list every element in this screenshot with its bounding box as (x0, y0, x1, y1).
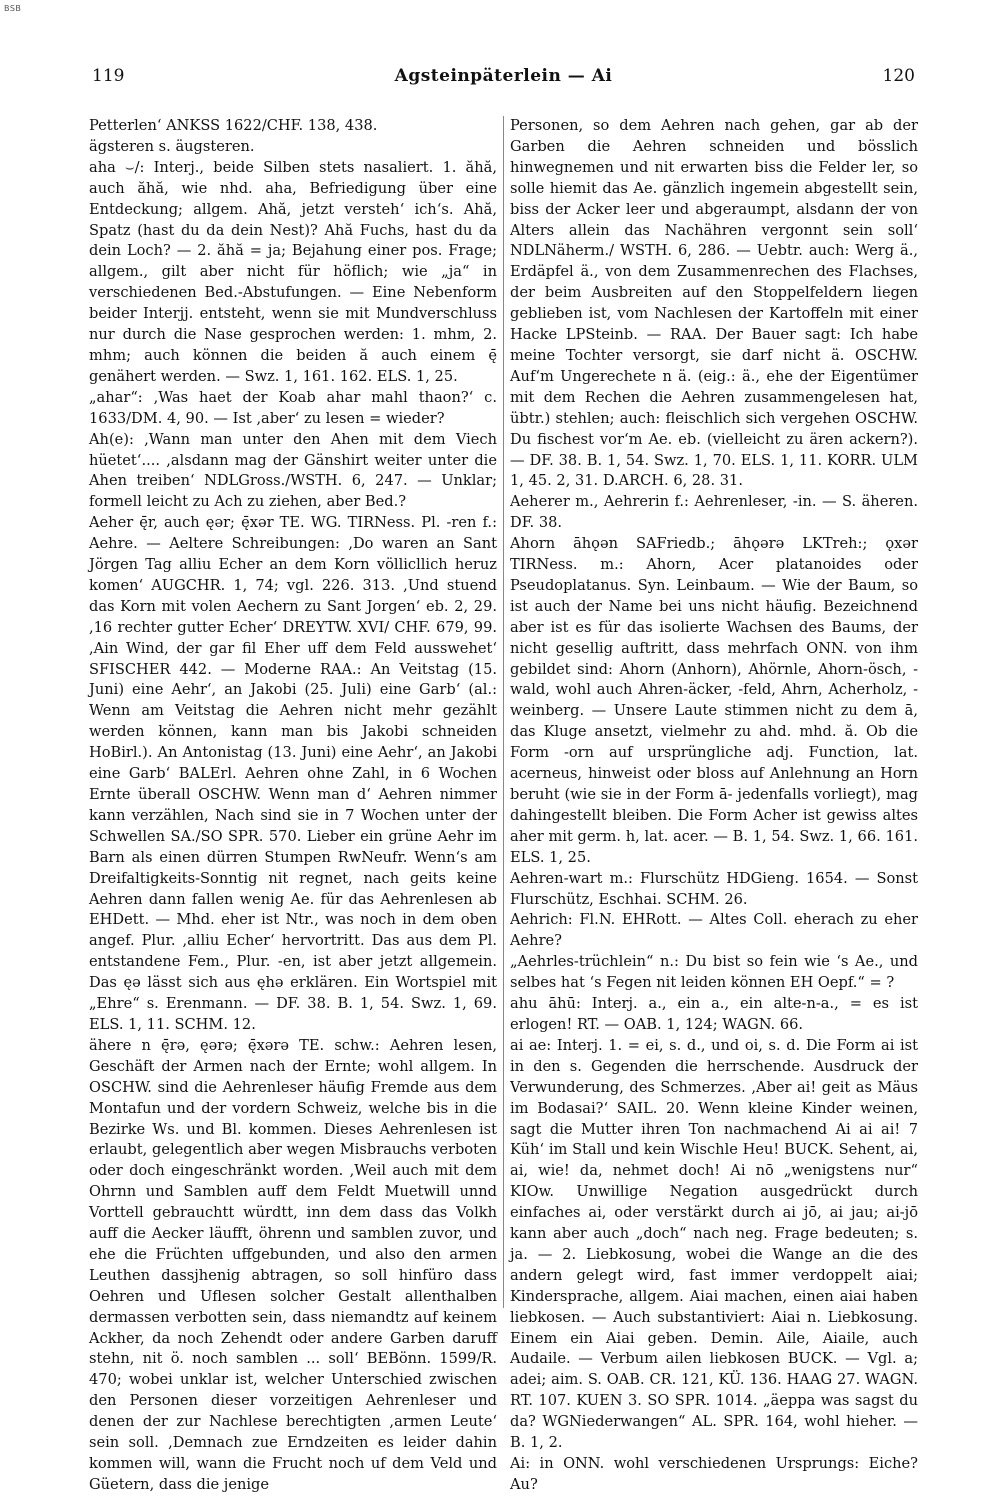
right-column (510, 116, 918, 1496)
right-page-number: 120 (882, 66, 915, 86)
entry-ahu: ahu āhū: Interj. a., ein a., ein alte-n-a., = es ist erlogen! RT. — OAB. 1, 124; WAGN. 66. (510, 995, 918, 1033)
entry-ai-onn: Ai: in ONN. wohl verschiedenen Ursprungs: Eiche? Au? (510, 1455, 918, 1493)
entry-aeherer: Aeherer m., Aehrerin f.: Aehrenleser, -in. — S. äheren. DF. 38. (510, 493, 918, 532)
entry-ai: ai ae: Interj. 1. = ei, s. d., und oi, s. d. Die Form ai ist in den s. Gegenden die herrschende. Ausdruck der Verwunderung, des Schmerzes. ,Aber ai! geit as Mäus im Bodasai?‘ SAIL. 20. Wenn kleine Kinder weinen, sagt die Mutter ihren Ton nachmachend Ai ai ai! 7 Küh‘ im Stall und kein Wischle Heu! BUCK. Sehent, ai, ai, wie! da, nehmet doch! Ai nō „wenigstens nur“ KIOw. Unwillige Negation ausgedrückt durch einfaches ai, oder verstärkt durch ai jō, ai jau; ai-jō kann aber auch „doch“ nach neg. Frage bedeuten; s. ja. — 2. Liebkosung, wobei die Wange an die des andern gelegt wird, fast immer verdoppelt aiai; Kindersprache, allgem. Aiai machen, einen aiai haben liebkosen. — Auch substantiviert: Aiai n. Liebkosung. Einem ein Aiai geben. Demin. Aile, Aiaile, auch Audaile. — Verbum ailen liebkosen BUCK. — Vgl. a; adei; aim. S. OAB. CR. 121, KÜ. 136. HAAG 27. WAGN. RT. 107. KUEN 3. SO SPR. 1014. „äeppa was sagst du da? WGNiederwangen“ AL. SPR. 164, wohl hieher. — B. 1, 2. (510, 1036, 918, 1452)
page-header (92, 66, 915, 92)
running-title: Agsteinpäterlein — Ai (394, 66, 613, 86)
entry-aha: aha ⌣/: Interj., beide Silben stets nasaliert. 1. ăhă, auch ăhă, wie nhd. aha, Befriedigung über eine Entdeckung; allgem. Ahă, jetzt versteh‘ ich‘s. Ahă, Spatz (hast du da dein Nest)? Ahă Fuchs, hast du da dein Loch? — 2. ăhă = ja; Bejahung einer pos. Frage; allgem., gilt aber nicht für höflich; wie „ja“ in verschiedenen Bed.-Abstufungen. — Eine Nebenform beider Interjj. entsteht, wenn sie mit Mundverschluss nur durch die Nase gesprochen werden: 1. mhm, 2. mhm; auch können die beiden ă auch einem ę̄ genähert werden. — Swz. 1, 161. 162. ELS. 1, 25. (89, 158, 497, 385)
entry-ahe: Ah(e): ,Wann man unter den Ahen mit dem Viech hüetet‘.... ,alsdann mag der Gänshirt weiter unter die Ahen treiben‘ NDLGross./WSTH. 6, 247. — Unklar; formell leicht zu Ach zu ziehen, aber Bed.? (89, 430, 497, 511)
column-divider (503, 116, 504, 1308)
entry-aehrich: Aehrich: Fl.N. EHRott. — Altes Coll. eherach zu eher Aehre? (510, 911, 918, 950)
entry-ahorn: Ahorn āhǫən SAFriedb.; āhǫərə LKTreh:; ǫxər TIRNess. m.: Ahorn, Acer platanoides oder Pseudoplatanus. Syn. Leinbaum. — Wie der Baum, so ist auch der Name bei uns nicht häufig. Bezeichnend aber ist es für das isolierte Wachsen des Baums, der nicht gesellig auftritt, dass mehrfach ONN. von ihm gebildet sind: Ahorn (Anhorn), Ahörnle, Ahorn-ösch, -wald, wohl auch Ahren-äcker, -feld, Ahrn, Acherholz, -weinberg. — Unsere Laute stimmen nicht zu dem ā, das Kluge ansetzt, vielmehr zu ahd. mhd. ă. Ob die Form -orn auf ursprüngliche adj. Function, lat. acerneus, hinweist oder bloss auf Anlehnung an Horn beruht (wie sie in der Form ā- jedenfalls vorliegt), mag dahingestellt bleiben. Die Form Acher ist gewiss altes aher mit germ. h, lat. acer. — B. 1, 54. Swz. 1, 66. 161. ELS. 1, 25. (510, 535, 918, 866)
entry-ahar: „ahar“: ,Was haet der Koab ahar mahl thaon?‘ c. 1633/DM. 4, 90. — Ist ‚aber‘ zu lesen = wieder? (89, 388, 497, 427)
entry-petterlen: Petterlen‘ ANKSS 1622/CHF. 138, 438. (89, 117, 378, 134)
entry-aeher: Aeher ę̄r, auch ęər; ę̄xər TE. WG. TIRNess. Pl. -ren f.: Aehre. — Aeltere Schreibungen: ,Do waren an Sant Jörgen Tag alliu Echer an dem Korn völlicllich heruz komen‘ AUGCHR. 1, 74; vgl. 226. 313. ,Und stuend das Korn mit volen Aechern zu Sant Jorgen‘ eb. 2, 29. ,16 rechter gutter Echer‘ DREYTW. XVI/ CHF. 679, 99. ,Ain Wind, der gar fil Eher uff dem Feld ausswehet‘ SFISCHER 442. — Moderne RAA.: An Veitstag (15. Juni) eine Aehr‘, an Jakobi (25. Juli) eine Garb‘ (al.: Wenn am Veitstag die Aehren nicht mehr gezählt werden können, kann man bis Jakobi schneiden HoBirl.). An Antonistag (13. Juni) eine Aehr‘, an Jakobi eine Garb‘ BALErl. Aehren ohne Zahl, in 6 Wochen Ernte überall OSCHW. Wenn man d‘ Aehren nimmer kann verzählen, Nach sind sie in 7 Wochen unter der Schwellen SA./SO SPR. 570. Lieber ein grüne Aehr im Barn als einen dürren Stumpen RwNeufr. Wenn‘s am Dreifaltigkeits-Sonntig nit regnet, nach geits keine Aehren dann fallen wenig Ae. für das Aehrenlesen ab EHDett. — Mhd. eher ist Ntr., was noch in dem oben angef. Plur. ,alliu Echer‘ hervortritt. Das aus dem Pl. entstandene Fem., Plur. -en, ist aber jetzt allgemein. Das ęə lässt sich aus ęhə erklären. Ein Wortspiel mit „Ehre“ s. Erenmann. — DF. 38. B. 1, 54. Swz. 1, 69. ELS. 1, 11. SCHM. 12. (89, 514, 497, 1033)
left-page-number: 119 (92, 66, 125, 86)
entry-aehren-wart: Aehren-wart m.: Flurschütz HDGieng. 1654. — Sonst Flurschütz, Eschhai. SCHM. 26. (510, 869, 918, 908)
left-column (89, 116, 497, 1496)
entry-aegsteren: ägsteren s. äugsteren. (89, 137, 255, 155)
watermark: BSB (4, 4, 22, 13)
entry-aeheren: ähere n ę̄rə, ęərə; ę̄xərə TE. schw.: Aehren lesen, Geschäft der Armen nach der Ernte; wohl allgem. In OSCHW. sind die Aehrenleser häufig Fremde aus dem Montafun und der vordern Schweiz, welche bis in die Bezirke Ws. und Bl. kommen. Dieses Aehrenlesen ist erlaubt, gelegentlich aber wegen Misbrauchs verboten oder doch eingeschränkt worden. ,Weil auch mit dem Ohrnn und Samblen auff dem Feldt Muetwill unnd Vorttell gebrauchtt würdtt, inn dem dass das Volkh auff die Aecker läufft, öhrenn und samblen zuvor, und ehe die Früchten uffgebunden, und also den armen Leuthen dassjhenig abtragen, so soll hinfüro dass Oehren und Uflesen solcher Gestalt allenthalben dermassen verbotten sein, dass niemandtz auf keinem Ackher, da noch Zehendt oder andere Garben daruff stehn, nit ö. noch samblen ... soll‘ BEBönn. 1599/R. 470; wobei unklar ist, welcher Unterschied zwischen den Personen dieser vorzeitigen Aehrenleser und denen der zur Nachlese berechtigten ,armen Leute‘ sein soll. ,Demnach zue Erndzeiten es leider dahin kommen will, wann die Frucht noch uf dem Veld und Güetern, dass die jenige (89, 1036, 497, 1493)
entry-aehrles-truechlein: „Aehrles-trüchlein“ n.: Du bist so fein wie ‘s Ae., und selbes hat ‘s Fegen nit leiden können EH Oepf.“ = ? (510, 953, 918, 992)
entry-aeheren-continued: Personen, so dem Aehren nach gehen, gar ab der Garben die Aehren schneiden und bösslich hinwegnemen und nit erwarten biss die Felder ler, so solle hiemit das Ae. gänzlich ingemein abgestellt sein, biss der Acker leer und abgeraumpt, alsdann der von Alters allein das Nachähren vergonnt sein soll‘ NDLNäherm./ WSTH. 6, 286. — Uebtr. auch: Werg ä., Erdäpfel ä., von dem Zusammenrechen des Flachses, der beim Ausbreiten auf den Stoppelfeldern liegen geblieben ist, vom Nachlesen der Kartoffeln mit einer Hacke LPSteinb. — RAA. Der Bauer sagt: Ich habe meine Tochter versorgt, sie darf nicht ä. OSCHW. Auf‘m Ungerechete n ä. (eig.: ä., ehe der Eigentümer mit dem Rechen die Aehren zusammengelesen hat, übtr.) stehlen; auch: fleischlich sich vergehen OSCHW. Du fischest vor‘m Ae. eb. (vielleicht zu ären ackern?). — DF. 38. B. 1, 54. Swz. 1, 70. ELS. 1, 11. KORR. ULM 1, 45. 2, 31. D.ARCH. 6, 28. 31. (510, 117, 918, 490)
